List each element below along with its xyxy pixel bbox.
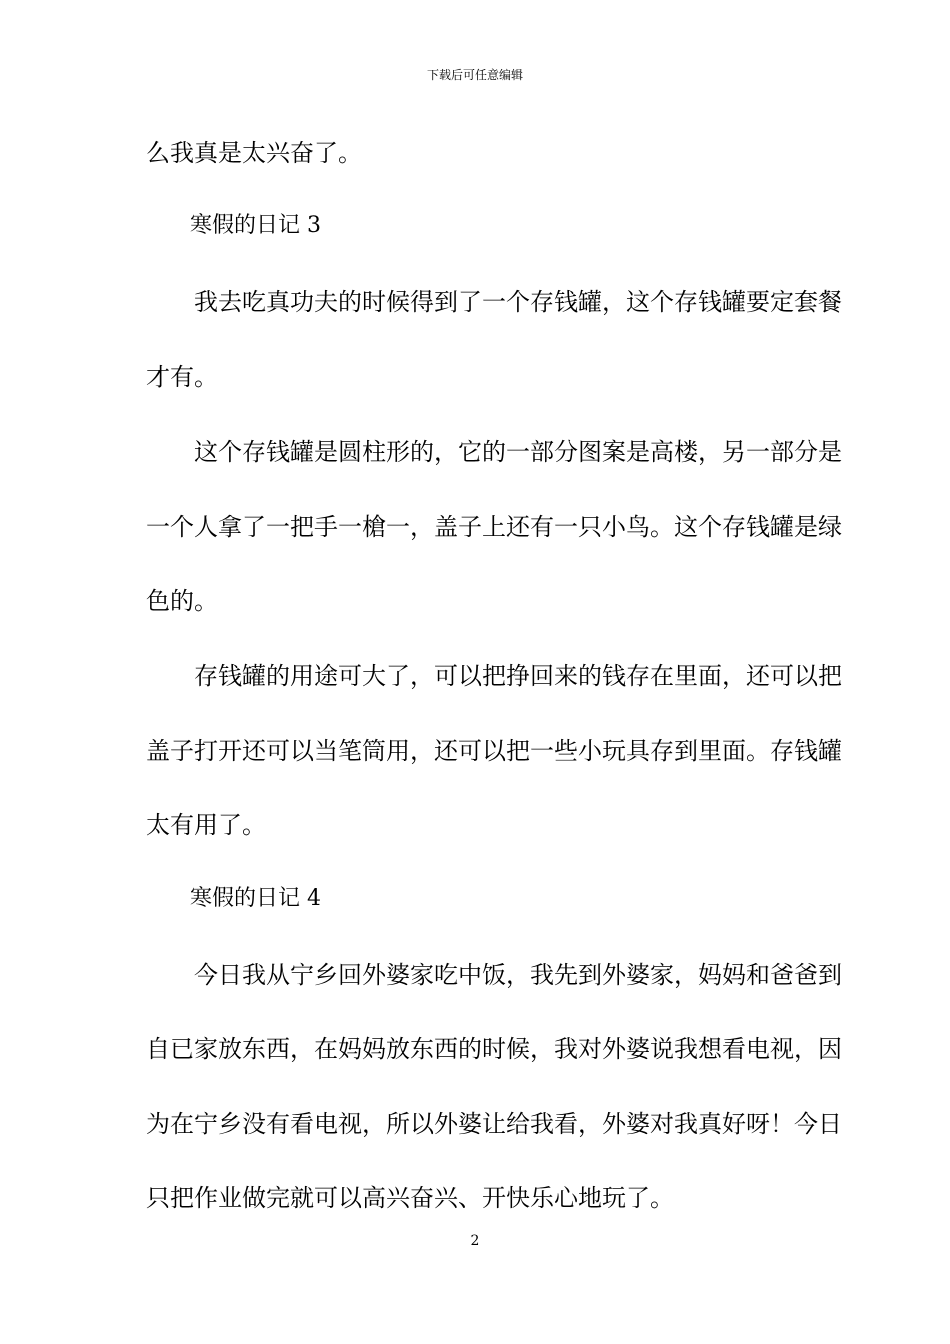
paragraph-line: 色的。 (146, 587, 218, 615)
paragraph-line: 才有。 (146, 363, 218, 391)
paragraph-line: 今日我从宁乡回外婆家吃中饭，我先到外婆家，妈妈和爸爸到 (194, 961, 842, 989)
paragraph-line: 存钱罐的用途可大了，可以把挣回来的钱存在里面，还可以把 (194, 662, 842, 690)
paragraph-line: 这个存钱罐是圆柱形的，它的一部分图案是高楼，另一部分是 (194, 438, 842, 466)
page-header: 下载后可任意编辑 (426, 68, 523, 82)
paragraph-line: 盖子打开还可以当笔筒用，还可以把一些小玩具存到里面。存钱罐 (146, 737, 842, 765)
paragraph-line: 一个人拿了一把手一槍一，盖子上还有一只小鸟。这个存钱罐是绿 (146, 513, 842, 541)
paragraph-line: 为在宁乡没有看电视，所以外婆让给我看，外婆对我真好呀！今日 (146, 1110, 842, 1138)
diary-heading: 寒假的日记 3 (190, 213, 321, 238)
page-number: 2 (470, 1233, 480, 1249)
paragraph-line: 么我真是太兴奋了。 (146, 139, 362, 167)
paragraph-line: 只把作业做完就可以高兴奋兴、开快乐心地玩了。 (146, 1184, 674, 1212)
paragraph-line: 太有用了。 (146, 811, 266, 839)
diary-heading: 寒假的日记 4 (190, 886, 321, 911)
paragraph-line: 自已家放东西，在妈妈放东西的时候，我对外婆说我想看电视，因 (146, 1035, 842, 1063)
paragraph-line: 我去吃真功夫的时候得到了一个存钱罐，这个存钱罐要定套餐 (194, 288, 842, 316)
